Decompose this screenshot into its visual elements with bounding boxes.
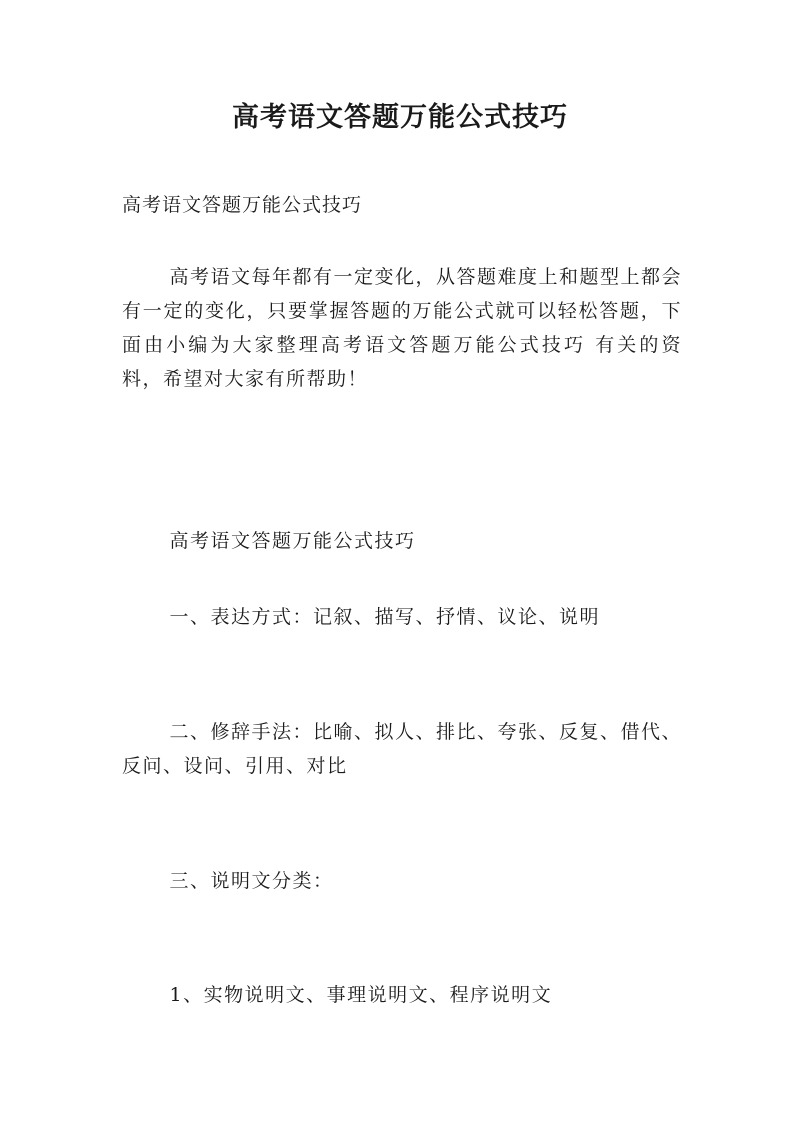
expository-types-item: 1、实物说明文、事理说明文、程序说明文 xyxy=(169,984,553,1006)
document-subtitle: 高考语文答题万能公式技巧 xyxy=(122,194,363,216)
expression-methods-paragraph: 一、表达方式：记叙、描写、抒情、议论、说明 xyxy=(169,606,601,628)
rhetoric-devices-paragraph: 二、修辞手法：比喻、拟人、排比、夸张、反复、借代、反问、设问、引用、对比 xyxy=(122,721,683,777)
expository-types-heading: 三、说明文分类： xyxy=(169,870,334,892)
document-title: 高考语文答题万能公式技巧 xyxy=(232,102,568,133)
intro-paragraph: 高考语文每年都有一定变化，从答题难度上和题型上都会有一定的变化，只要掌握答题的万能公式就可以轻松答题，下面由小编为大家整理高考语文答题万能公式技巧 有关的资料，希望对大家有所帮助！ xyxy=(122,266,683,390)
section-heading: 高考语文答题万能公式技巧 xyxy=(169,530,416,552)
